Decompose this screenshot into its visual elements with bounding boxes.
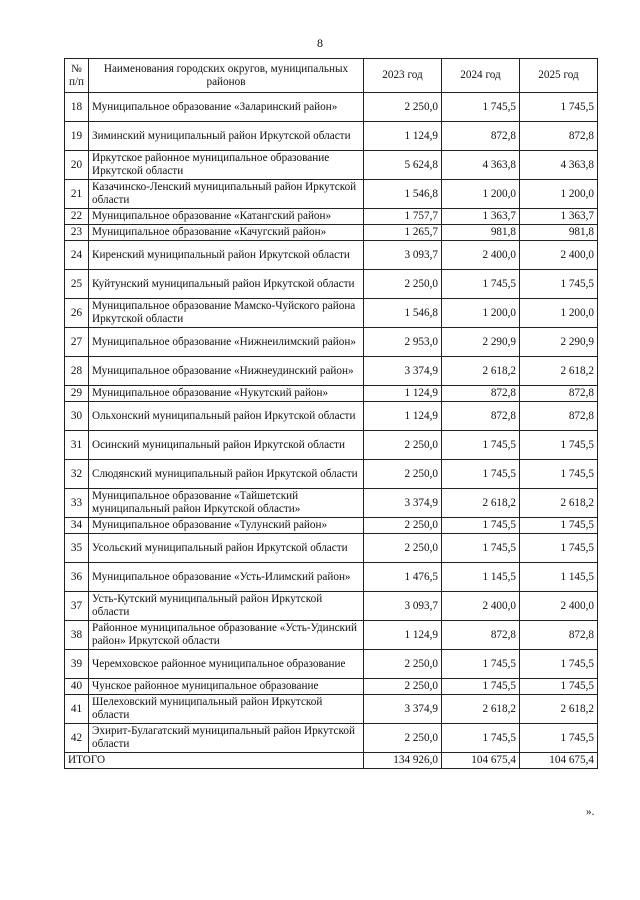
row-2024: 2 618,2 xyxy=(442,357,520,386)
row-num: 20 xyxy=(65,151,89,180)
row-2024: 981,8 xyxy=(442,225,520,241)
row-2023: 5 624,8 xyxy=(364,151,442,180)
table-row xyxy=(65,460,598,489)
row-2023: 2 250,0 xyxy=(364,724,442,753)
row-name: Муниципальное образование «Усть-Илимский район» xyxy=(89,563,364,592)
row-2023: 1 546,8 xyxy=(364,299,442,328)
row-name: Шелеховский муниципальный район Иркутской области xyxy=(89,695,364,724)
header-2025: 2025 год xyxy=(520,59,598,93)
row-2024: 1 200,0 xyxy=(442,299,520,328)
row-2024: 4 363,8 xyxy=(442,151,520,180)
row-num: 27 xyxy=(65,328,89,357)
total-2023: 134 926,0 xyxy=(364,753,442,769)
row-2024: 1 745,5 xyxy=(442,724,520,753)
row-2023: 1 124,9 xyxy=(364,621,442,650)
row-name: Слюдянский муниципальный район Иркутской области xyxy=(89,460,364,489)
row-name: Осинский муниципальный район Иркутской области xyxy=(89,431,364,460)
row-2024: 1 745,5 xyxy=(442,534,520,563)
table-row xyxy=(65,328,598,357)
row-2023: 3 093,7 xyxy=(364,592,442,621)
row-name: Муниципальное образование «Нукутский район» xyxy=(89,386,364,402)
row-2023: 3 374,9 xyxy=(364,357,442,386)
budget-table xyxy=(64,58,598,769)
row-2023: 2 250,0 xyxy=(364,518,442,534)
table-row xyxy=(65,122,598,151)
row-name: Муниципальное образование «Катангский район» xyxy=(89,209,364,225)
row-2024: 1 745,5 xyxy=(442,679,520,695)
row-2024: 1 745,5 xyxy=(442,460,520,489)
table-body xyxy=(65,93,598,753)
row-name: Муниципальное образование «Нижнеилимский район» xyxy=(89,328,364,357)
row-2025: 1 745,5 xyxy=(520,270,598,299)
row-2025: 2 400,0 xyxy=(520,592,598,621)
row-name: Районное муниципальное образование «Усть-Удинский район» Иркутской области xyxy=(89,621,364,650)
row-name: Эхирит-Булагатский муниципальный район Иркутской области xyxy=(89,724,364,753)
row-2023: 2 953,0 xyxy=(364,328,442,357)
row-2025: 1 745,5 xyxy=(520,679,598,695)
page-number: 8 xyxy=(317,36,323,50)
row-2025: 2 618,2 xyxy=(520,489,598,518)
row-2023: 1 757,7 xyxy=(364,209,442,225)
row-num: 41 xyxy=(65,695,89,724)
row-name: Зиминский муниципальный район Иркутской области xyxy=(89,122,364,151)
row-num: 34 xyxy=(65,518,89,534)
table-row xyxy=(65,592,598,621)
row-name: Киренский муниципальный район Иркутской области xyxy=(89,241,364,270)
row-2025: 4 363,8 xyxy=(520,151,598,180)
row-2023: 1 546,8 xyxy=(364,180,442,209)
row-2024: 1 200,0 xyxy=(442,180,520,209)
row-name: Муниципальное образование «Тулунский район» xyxy=(89,518,364,534)
table-row xyxy=(65,93,598,122)
row-2025: 2 618,2 xyxy=(520,695,598,724)
row-num: 35 xyxy=(65,534,89,563)
table-row xyxy=(65,563,598,592)
row-2025: 872,8 xyxy=(520,122,598,151)
row-2024: 2 618,2 xyxy=(442,489,520,518)
row-num: 28 xyxy=(65,357,89,386)
row-2025: 981,8 xyxy=(520,225,598,241)
table-row xyxy=(65,431,598,460)
row-num: 39 xyxy=(65,650,89,679)
table-row xyxy=(65,357,598,386)
table-row xyxy=(65,489,598,518)
table-row xyxy=(65,534,598,563)
row-num: 42 xyxy=(65,724,89,753)
row-2023: 2 250,0 xyxy=(364,431,442,460)
row-2025: 1 745,5 xyxy=(520,93,598,122)
row-2024: 1 745,5 xyxy=(442,431,520,460)
row-2024: 872,8 xyxy=(442,122,520,151)
row-2025: 1 200,0 xyxy=(520,180,598,209)
row-name: Муниципальное образование «Нижнеудинский район» xyxy=(89,357,364,386)
row-2023: 2 250,0 xyxy=(364,460,442,489)
row-2023: 2 250,0 xyxy=(364,650,442,679)
row-2025: 1 200,0 xyxy=(520,299,598,328)
row-2023: 1 124,9 xyxy=(364,122,442,151)
closing-mark: ». xyxy=(586,806,595,818)
row-num: 37 xyxy=(65,592,89,621)
row-2024: 872,8 xyxy=(442,386,520,402)
table-row xyxy=(65,386,598,402)
row-2025: 1 745,5 xyxy=(520,431,598,460)
row-num: 33 xyxy=(65,489,89,518)
table-row xyxy=(65,209,598,225)
row-2025: 872,8 xyxy=(520,402,598,431)
table-row xyxy=(65,270,598,299)
row-name: Муниципальное образование «Заларинский район» xyxy=(89,93,364,122)
row-num: 25 xyxy=(65,270,89,299)
row-2024: 1 745,5 xyxy=(442,650,520,679)
total-2025: 104 675,4 xyxy=(520,753,598,769)
row-2023: 3 374,9 xyxy=(364,489,442,518)
row-2025: 1 363,7 xyxy=(520,209,598,225)
row-name: Усть-Кутский муниципальный район Иркутской области xyxy=(89,592,364,621)
row-2024: 1 745,5 xyxy=(442,518,520,534)
row-num: 26 xyxy=(65,299,89,328)
row-name: Казачинско-Ленский муниципальный район Иркутской области xyxy=(89,180,364,209)
row-2024: 872,8 xyxy=(442,621,520,650)
row-num: 38 xyxy=(65,621,89,650)
row-num: 32 xyxy=(65,460,89,489)
row-num: 31 xyxy=(65,431,89,460)
row-num: 36 xyxy=(65,563,89,592)
row-2025: 1 745,5 xyxy=(520,534,598,563)
row-2024: 2 400,0 xyxy=(442,241,520,270)
table-row xyxy=(65,724,598,753)
table-row xyxy=(65,621,598,650)
header-2023: 2023 год xyxy=(364,59,442,93)
row-2023: 2 250,0 xyxy=(364,679,442,695)
row-2025: 1 745,5 xyxy=(520,724,598,753)
row-name: Черемховское районное муниципальное образование xyxy=(89,650,364,679)
header-num: № п/п xyxy=(65,59,89,93)
row-2025: 2 290,9 xyxy=(520,328,598,357)
row-name: Иркутское районное муниципальное образование Иркутской области xyxy=(89,151,364,180)
total-2024: 104 675,4 xyxy=(442,753,520,769)
row-2024: 1 145,5 xyxy=(442,563,520,592)
row-2023: 3 093,7 xyxy=(364,241,442,270)
total-row xyxy=(65,753,598,769)
row-2023: 1 265,7 xyxy=(364,225,442,241)
row-name: Муниципальное образование Мамско-Чуйского района Иркутской области xyxy=(89,299,364,328)
row-2025: 872,8 xyxy=(520,386,598,402)
table-row xyxy=(65,695,598,724)
row-2025: 1 745,5 xyxy=(520,650,598,679)
table-row xyxy=(65,518,598,534)
row-num: 23 xyxy=(65,225,89,241)
row-2023: 1 124,9 xyxy=(364,386,442,402)
total-label: ИТОГО xyxy=(65,753,364,769)
row-num: 29 xyxy=(65,386,89,402)
row-2024: 2 618,2 xyxy=(442,695,520,724)
row-num: 40 xyxy=(65,679,89,695)
row-2025: 872,8 xyxy=(520,621,598,650)
row-num: 18 xyxy=(65,93,89,122)
row-2024: 2 400,0 xyxy=(442,592,520,621)
row-2025: 2 400,0 xyxy=(520,241,598,270)
row-2023: 2 250,0 xyxy=(364,534,442,563)
row-2023: 1 476,5 xyxy=(364,563,442,592)
row-num: 22 xyxy=(65,209,89,225)
table-row xyxy=(65,151,598,180)
row-name: Ольхонский муниципальный район Иркутской области xyxy=(89,402,364,431)
row-2024: 872,8 xyxy=(442,402,520,431)
row-name: Чунское районное муниципальное образование xyxy=(89,679,364,695)
row-name: Муниципальное образование «Качугский район» xyxy=(89,225,364,241)
row-2024: 1 745,5 xyxy=(442,270,520,299)
table-row xyxy=(65,679,598,695)
row-2025: 1 745,5 xyxy=(520,460,598,489)
row-2023: 3 374,9 xyxy=(364,695,442,724)
table-row xyxy=(65,650,598,679)
row-name: Муниципальное образование «Тайшетский муниципальный район Иркутской области» xyxy=(89,489,364,518)
row-2025: 1 745,5 xyxy=(520,518,598,534)
row-2025: 2 618,2 xyxy=(520,357,598,386)
row-num: 21 xyxy=(65,180,89,209)
row-2023: 2 250,0 xyxy=(364,93,442,122)
row-name: Куйтунский муниципальный район Иркутской области xyxy=(89,270,364,299)
header-name: Наименования городских округов, муниципальных районов xyxy=(89,59,364,93)
table-row xyxy=(65,402,598,431)
table-row xyxy=(65,225,598,241)
row-num: 24 xyxy=(65,241,89,270)
row-name: Усольский муниципальный район Иркутской области xyxy=(89,534,364,563)
row-2023: 1 124,9 xyxy=(364,402,442,431)
row-2024: 1 363,7 xyxy=(442,209,520,225)
row-2025: 1 145,5 xyxy=(520,563,598,592)
table-header-row xyxy=(65,59,598,93)
row-2024: 2 290,9 xyxy=(442,328,520,357)
table-row xyxy=(65,299,598,328)
row-2023: 2 250,0 xyxy=(364,270,442,299)
row-num: 30 xyxy=(65,402,89,431)
table-row xyxy=(65,180,598,209)
header-2024: 2024 год xyxy=(442,59,520,93)
table-row xyxy=(65,241,598,270)
row-2024: 1 745,5 xyxy=(442,93,520,122)
row-num: 19 xyxy=(65,122,89,151)
